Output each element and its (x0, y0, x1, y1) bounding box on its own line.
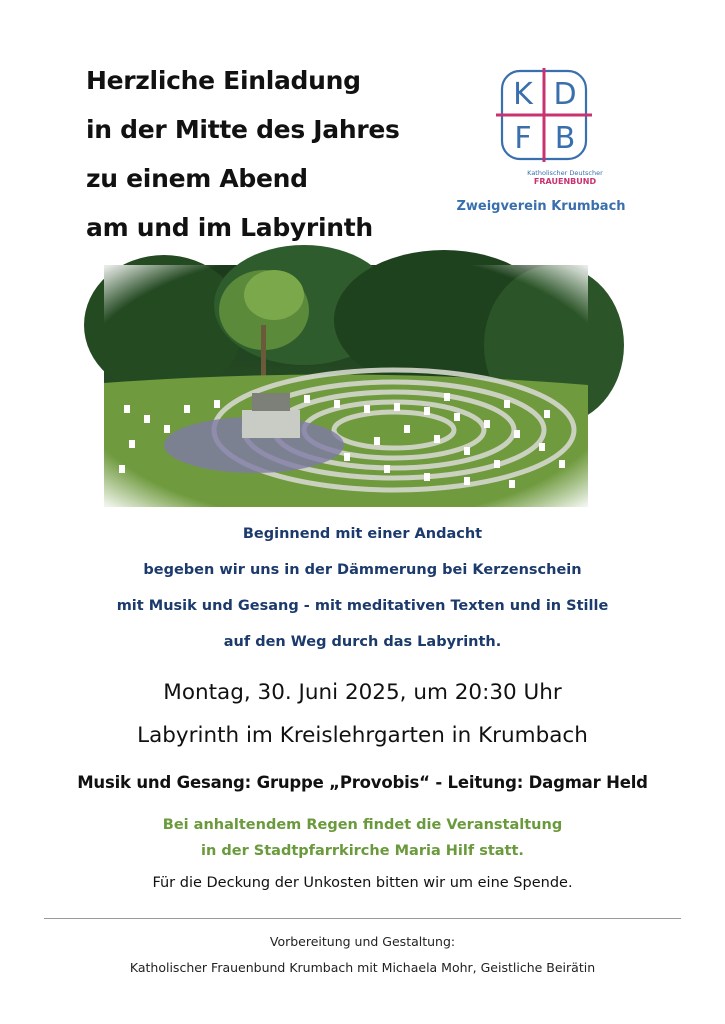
logo-letter-f: F (514, 121, 532, 156)
footer-credits: Katholischer Frauenbund Krumbach mit Michaela Mohr, Geistliche Beirätin (129, 960, 596, 975)
donation-note: Für die Deckung der Unkosten bitten wir um eine Spende. (152, 875, 573, 891)
footer-divider (44, 918, 681, 919)
headline-line-2: in der Mitte des Jahres (86, 115, 400, 144)
footer-label: Vorbereitung und Gestaltung: (269, 934, 456, 949)
intro-line-3: mit Musik und Gesang - mit meditativen Texten und in Stille (116, 598, 609, 614)
page-title (86, 56, 400, 252)
branch-name: Zweigverein Krumbach (456, 199, 626, 214)
intro-line-4: auf den Weg durch das Labyrinth. (223, 634, 502, 650)
intro-line-2: begeben wir uns in der Dämmerung bei Kerzenschein (143, 562, 582, 578)
kdfb-logo (494, 68, 603, 198)
rain-notice-line-2: in der Stadtpfarrkirche Maria Hilf statt. (201, 843, 524, 859)
headline-line-1: Herzliche Einladung (86, 66, 361, 95)
logo-small-line-2: FRAUENBUND (533, 177, 597, 186)
logo-small-line-1: Katholischer Deutscher (527, 169, 603, 177)
logo-letter-d: D (553, 77, 577, 112)
intro-line-1: Beginnend mit einer Andacht (242, 526, 483, 542)
headline-line-4: am und im Labyrinth (86, 213, 373, 242)
headline-line-3: zu einem Abend (86, 164, 308, 193)
event-date: Montag, 30. Juni 2025, um 20:30 Uhr (163, 680, 562, 705)
labyrinth-photo (104, 265, 588, 507)
rain-notice-line-1: Bei anhaltendem Regen findet die Veranstaltung (162, 817, 563, 833)
logo-letter-b: B (554, 121, 576, 156)
music-credits: Musik und Gesang: Gruppe „Provobis“ - Leitung: Dagmar Held (77, 773, 648, 792)
logo-letter-k: K (513, 77, 533, 112)
event-location: Labyrinth im Kreislehrgarten in Krumbach (137, 723, 588, 748)
